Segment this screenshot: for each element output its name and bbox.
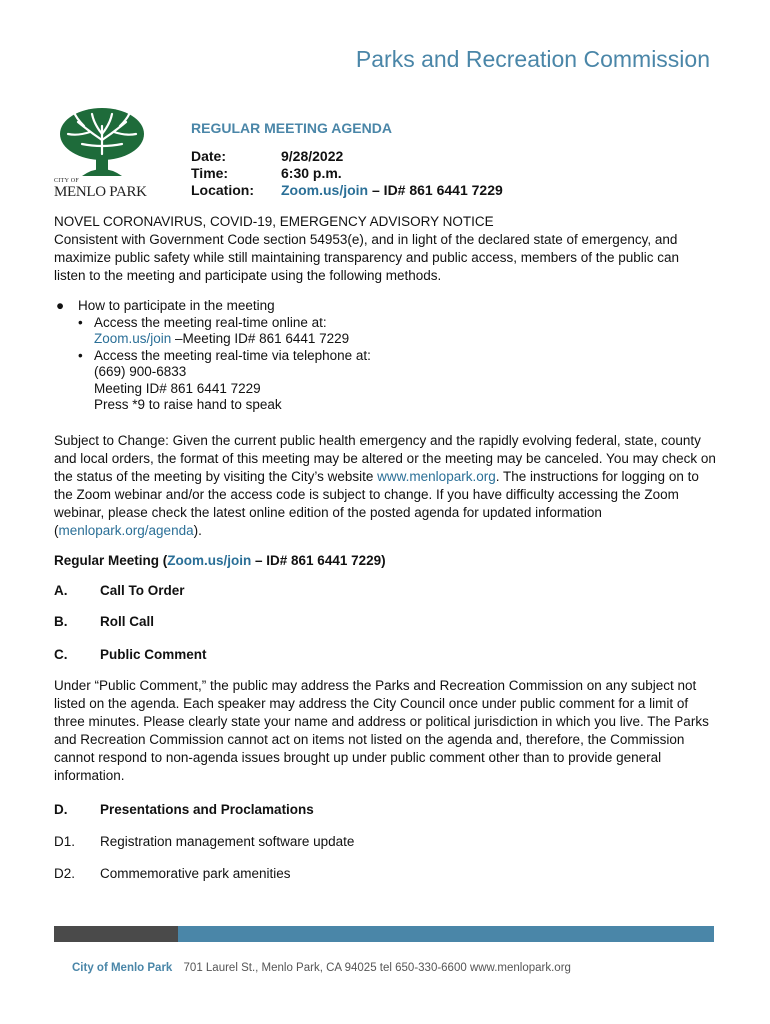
online-zoom-link[interactable]: Zoom.us/join (94, 331, 172, 346)
item-title: Public Comment (100, 647, 207, 662)
footer-city: City of Menlo Park (72, 962, 173, 974)
agenda-link[interactable]: menlopark.org/agenda (58, 523, 194, 538)
agenda-heading: REGULAR MEETING AGENDA (191, 120, 392, 136)
emergency-notice (54, 213, 714, 285)
subject-change-text-2: . The instructions for logging on to the Zoom webinar and/or the access code is subject to change. If you have difficulty accessing the Zoom webinar, please check the latest online edition of the posted agenda for updated information ( (54, 469, 699, 538)
agenda-item-c (54, 647, 207, 662)
city-logo (54, 106, 150, 202)
regular-meeting-heading (54, 552, 716, 570)
participation-list (56, 298, 371, 414)
phone-access-item (78, 348, 371, 365)
website-link[interactable]: www.menlopark.org (377, 469, 496, 484)
phone-number: (669) 900-6833 (94, 364, 187, 379)
subject-change-text-1: Subject to Change: Given the current public health emergency and the rapidly evolving federal, state, county and local orders, the format of this meeting may be altered or the meeting may be canceled. You may check on the status of the meeting by visiting the City’s website (54, 433, 716, 484)
public-comment-text: Under “Public Comment,” the public may address the Parks and Recreation Commission on any subject not listed on the agenda. Each speaker may address the City Council once under public comment for a limit of three minutes. Please clearly state your name and address or political jurisdiction in which you live. The Parks and Recreation Commission cannot act on items not listed on the agenda and, therefore, the Commission cannot respond to non-agenda issues brought up under public comment other than to provide general information. (54, 678, 709, 783)
item-title: Call To Order (100, 583, 185, 598)
footer-bar-teal (178, 926, 714, 942)
item-number: D. (54, 802, 68, 817)
regular-meeting-prefix: Regular Meeting ( (54, 553, 168, 568)
agenda-item-d1 (54, 834, 354, 849)
agenda-item-d (54, 802, 314, 817)
footer-bar-dark (54, 926, 178, 942)
date-value: 9/28/2022 (281, 148, 344, 164)
time-value: 6:30 p.m. (281, 165, 342, 181)
location-label: Location: (191, 182, 254, 198)
bullet-icon: ● (56, 298, 65, 313)
online-access-item (78, 315, 371, 332)
howto-heading: How to participate in the meeting (78, 298, 275, 313)
location-zoom-link[interactable]: Zoom.us/join (281, 182, 369, 198)
commission-title: Parks and Recreation Commission (355, 46, 710, 72)
regular-meeting-zoom-link[interactable]: Zoom.us/join (167, 553, 252, 568)
subject-change-text-3: ). (193, 523, 202, 538)
location-meeting-id: – ID# 861 6441 7229 (368, 182, 503, 198)
online-label: Access the meeting real-time online at: (94, 314, 327, 330)
item-number: A. (54, 583, 68, 598)
online-meeting-id: –Meeting ID# 861 6441 7229 (171, 331, 350, 346)
item-title: Roll Call (100, 614, 155, 629)
notice-title: NOVEL CORONAVIRUS, COVID-19, EMERGENCY ADVISORY NOTICE (54, 214, 494, 229)
item-number: C. (54, 647, 68, 662)
logo-city-of: CITY OF (54, 178, 80, 184)
agenda-item-d2 (54, 866, 291, 881)
item-number: B. (54, 614, 68, 629)
item-title: Commemorative park amenities (100, 866, 291, 881)
date-label: Date: (191, 148, 227, 164)
regular-meeting-suffix: – ID# 861 6441 7229) (251, 553, 386, 568)
subject-to-change-paragraph (54, 432, 716, 540)
item-number: D2. (54, 866, 76, 881)
time-label: Time: (191, 165, 229, 181)
phone-raise-hand: Press *9 to raise hand to speak (94, 397, 282, 412)
footer-address: 701 Laurel St., Menlo Park, CA 94025 tel 650-330-6600 www.menlopark.org (183, 962, 571, 974)
agenda-item-b (54, 614, 154, 629)
logo-name: MENLO PARK (54, 184, 147, 200)
oak-tree-icon (54, 106, 150, 178)
bullet-icon: • (78, 314, 83, 330)
bullet-icon: • (78, 347, 83, 363)
phone-label: Access the meeting real-time via telephone at: (94, 347, 371, 363)
footer (72, 962, 571, 974)
item-number: D1. (54, 834, 76, 849)
meeting-meta (191, 148, 503, 199)
item-title: Registration management software update (100, 834, 355, 849)
phone-meeting-id: Meeting ID# 861 6441 7229 (94, 380, 261, 396)
notice-body: Consistent with Government Code section 54953(e), and in light of the declared state of emergency, and maximize public safety while still maintaining transparency and public access, members of the public can listen to the meeting and participate using the following methods. (54, 232, 680, 283)
item-title: Presentations and Proclamations (100, 802, 314, 817)
agenda-item-a (54, 583, 185, 598)
